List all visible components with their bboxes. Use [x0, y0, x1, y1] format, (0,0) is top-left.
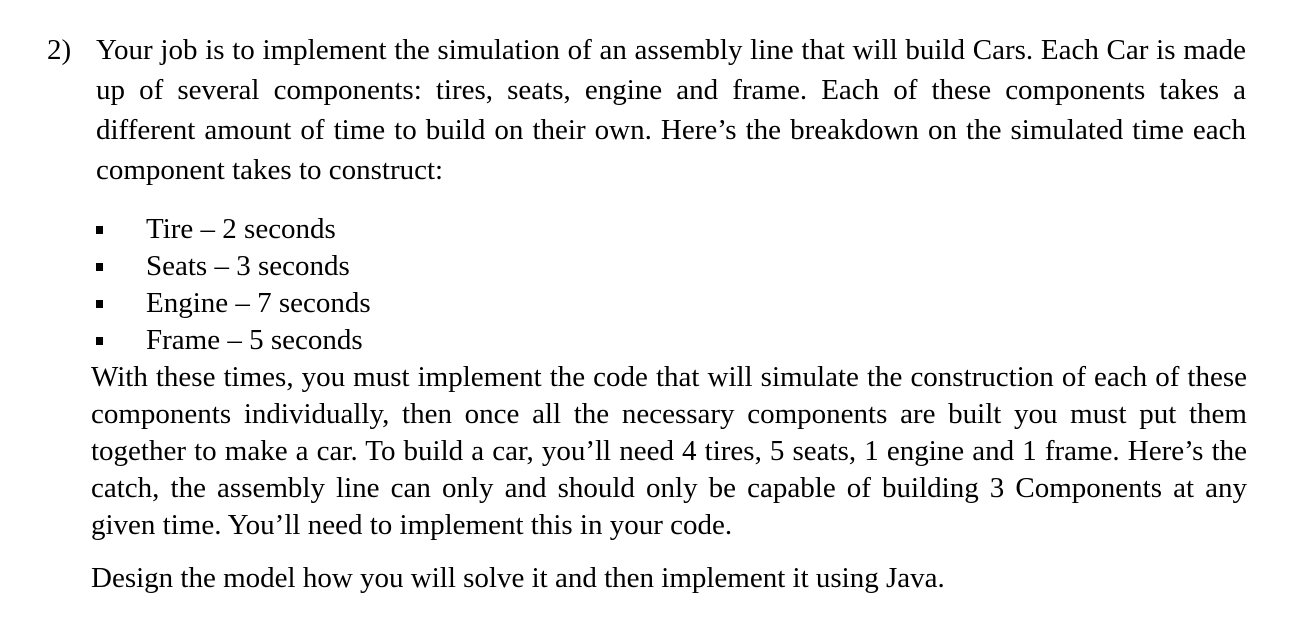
component-tire: Tire – 2 seconds: [146, 213, 336, 245]
list-item: [96, 322, 371, 359]
square-bullet-icon: [96, 337, 103, 345]
component-list: [96, 211, 371, 359]
component-seats: Seats – 3 seconds: [146, 250, 350, 282]
component-frame: Frame – 5 seconds: [146, 324, 363, 356]
question-number: 2): [47, 34, 72, 66]
component-engine: Engine – 7 seconds: [146, 287, 371, 319]
list-item: [96, 285, 371, 322]
list-item: [96, 211, 371, 248]
list-item: [96, 248, 371, 285]
square-bullet-icon: [96, 263, 103, 271]
closing-instruction: Design the model how you will solve it and then implement it using Java.: [91, 562, 945, 594]
square-bullet-icon: [96, 226, 103, 234]
requirements-paragraph: With these times, you must implement the code that will simulate the construction of each of these components individually, then once all the necessary components are built you must put them together to make a car. To build a car, you’ll need 4 tires, 5 seats, 1 engine and 1 frame. Here’s the catch, the assembly line can only and should only be capable of building 3 Components at any given time. You’ll need to implement this in your code.: [91, 361, 1247, 541]
square-bullet-icon: [96, 300, 103, 308]
question-intro: Your job is to implement the simulation of an assembly line that will build Cars. Each Car is made up of several components: tires, seats, engine and frame. Each of these components takes a different amount of time to build on their own. Here’s the breakdown on the simulated time each component takes to construct:: [96, 34, 1246, 186]
